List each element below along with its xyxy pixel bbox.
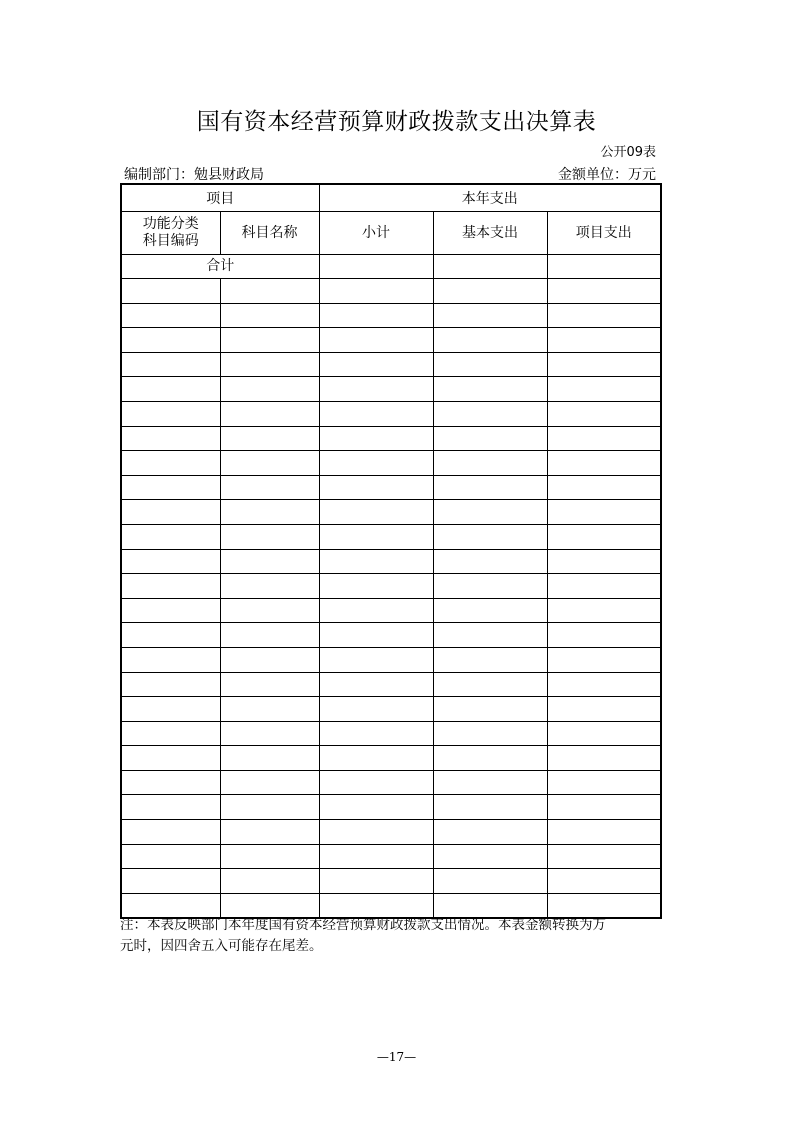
table-row <box>121 426 661 451</box>
header-item: 项目 <box>121 184 319 212</box>
table-row <box>121 746 661 771</box>
table-cell <box>121 279 220 304</box>
table-cell <box>220 598 319 623</box>
table-cell <box>220 475 319 500</box>
table-cell <box>220 279 319 304</box>
table-cell <box>319 820 433 845</box>
table-cell <box>220 869 319 894</box>
table-cell <box>220 401 319 426</box>
table-cell <box>547 721 661 746</box>
total-project-cell <box>547 255 661 279</box>
table-cell <box>319 770 433 795</box>
table-cell <box>433 795 547 820</box>
table-cell <box>547 279 661 304</box>
table-cell <box>319 746 433 771</box>
table-row <box>121 549 661 574</box>
table-cell <box>547 500 661 525</box>
table-row <box>121 598 661 623</box>
table-cell <box>433 328 547 353</box>
table-cell <box>319 795 433 820</box>
table-cell <box>220 352 319 377</box>
table-row <box>121 352 661 377</box>
table-row <box>121 574 661 599</box>
table-cell <box>121 524 220 549</box>
table-row <box>121 844 661 869</box>
table-cell <box>319 524 433 549</box>
table-cell <box>319 303 433 328</box>
table-cell <box>433 770 547 795</box>
table-cell <box>433 401 547 426</box>
table-cell <box>220 795 319 820</box>
table-cell <box>547 623 661 648</box>
table-row <box>121 869 661 894</box>
table-cell <box>220 549 319 574</box>
table-cell <box>319 647 433 672</box>
table-cell <box>319 328 433 353</box>
table-cell <box>121 401 220 426</box>
table-cell <box>121 549 220 574</box>
header-function-code-line1: 功能分类 <box>142 216 199 232</box>
table-cell <box>220 820 319 845</box>
total-subtotal-cell <box>319 255 433 279</box>
header-current-year-expense: 本年支出 <box>319 184 661 212</box>
page-number: —17— <box>376 1050 417 1064</box>
table-cell <box>547 426 661 451</box>
total-label: 合计 <box>121 255 319 279</box>
table-cell <box>121 328 220 353</box>
table-row <box>121 377 661 402</box>
table-cell <box>319 279 433 304</box>
table-cell <box>547 401 661 426</box>
table-row <box>121 401 661 426</box>
table-cell <box>319 352 433 377</box>
table-row <box>121 451 661 476</box>
header-project-expense: 项目支出 <box>547 212 661 255</box>
table-cell <box>220 746 319 771</box>
header-function-code <box>121 212 220 255</box>
table-cell <box>547 820 661 845</box>
table-row <box>121 647 661 672</box>
table-cell <box>319 598 433 623</box>
table-cell <box>433 549 547 574</box>
table-cell <box>121 352 220 377</box>
table-cell <box>319 672 433 697</box>
table-cell <box>547 647 661 672</box>
table-cell <box>319 844 433 869</box>
table-cell <box>121 377 220 402</box>
table-cell <box>220 451 319 476</box>
table-cell <box>547 844 661 869</box>
expense-table <box>120 183 662 919</box>
table-cell <box>547 524 661 549</box>
header-function-code-line2: 科目编码 <box>142 233 199 249</box>
table-cell <box>121 795 220 820</box>
table-cell <box>433 844 547 869</box>
table-cell <box>220 574 319 599</box>
table-cell <box>547 869 661 894</box>
table-cell <box>319 426 433 451</box>
table-cell <box>433 647 547 672</box>
table-cell <box>433 721 547 746</box>
table-cell <box>121 426 220 451</box>
table-row <box>121 303 661 328</box>
table-row <box>121 795 661 820</box>
table-cell <box>220 500 319 525</box>
unit-label: 金额单位：万元 <box>558 167 656 183</box>
table-cell <box>433 623 547 648</box>
table-cell <box>319 623 433 648</box>
table-note <box>120 915 666 957</box>
header-row-1 <box>121 184 661 212</box>
table-cell <box>433 869 547 894</box>
table-cell <box>319 500 433 525</box>
table-cell <box>547 549 661 574</box>
table-cell <box>220 844 319 869</box>
table-note-line2: 元时，因四舍五入可能存在尾差。 <box>120 938 323 954</box>
table-row <box>121 279 661 304</box>
header-basic-expense: 基本支出 <box>433 212 547 255</box>
table-cell <box>121 623 220 648</box>
table-cell <box>547 303 661 328</box>
table-cell <box>121 647 220 672</box>
table-cell <box>220 377 319 402</box>
table-cell <box>547 377 661 402</box>
table-cell <box>220 697 319 722</box>
table-cell <box>319 377 433 402</box>
table-cell <box>121 820 220 845</box>
table-row <box>121 820 661 845</box>
table-row <box>121 475 661 500</box>
table-cell <box>433 820 547 845</box>
table-cell <box>220 303 319 328</box>
table-cell <box>433 303 547 328</box>
table-cell <box>319 574 433 599</box>
table-cell <box>433 451 547 476</box>
table-cell <box>433 746 547 771</box>
table-cell <box>547 598 661 623</box>
header-subtotal: 小计 <box>319 212 433 255</box>
table-cell <box>319 475 433 500</box>
table-cell <box>433 500 547 525</box>
table-cell <box>121 451 220 476</box>
table-cell <box>433 426 547 451</box>
table-cell <box>121 869 220 894</box>
table-cell <box>547 746 661 771</box>
table-row <box>121 770 661 795</box>
total-row <box>121 255 661 279</box>
table-cell <box>121 746 220 771</box>
table-cell <box>547 328 661 353</box>
table-cell <box>121 770 220 795</box>
table-cell <box>547 795 661 820</box>
table-cell <box>319 721 433 746</box>
department-label: 编制部门：勉县财政局 <box>124 167 264 183</box>
page-title: 国有资本经营预算财政拨款支出决算表 <box>196 109 597 135</box>
table-cell <box>433 475 547 500</box>
table-cell <box>121 500 220 525</box>
table-cell <box>319 451 433 476</box>
table-row <box>121 672 661 697</box>
table-cell <box>547 672 661 697</box>
table-row <box>121 500 661 525</box>
table-cell <box>121 303 220 328</box>
table-row <box>121 697 661 722</box>
table-cell <box>121 598 220 623</box>
table-cell <box>433 279 547 304</box>
table-cell <box>121 721 220 746</box>
table-cell <box>547 574 661 599</box>
table-row <box>121 524 661 549</box>
table-cell <box>121 672 220 697</box>
table-cell <box>547 697 661 722</box>
table-row <box>121 623 661 648</box>
table-cell <box>121 475 220 500</box>
form-number: 公开09表 <box>600 145 656 160</box>
table-cell <box>220 647 319 672</box>
table-cell <box>319 401 433 426</box>
table-cell <box>220 721 319 746</box>
table-cell <box>433 672 547 697</box>
table-cell <box>547 770 661 795</box>
table-cell <box>121 697 220 722</box>
total-basic-cell <box>433 255 547 279</box>
table-cell <box>220 426 319 451</box>
table-cell <box>220 672 319 697</box>
table-cell <box>121 574 220 599</box>
table-cell <box>220 328 319 353</box>
table-cell <box>121 844 220 869</box>
table-cell <box>433 697 547 722</box>
header-row-2 <box>121 212 661 255</box>
table-cell <box>433 524 547 549</box>
table-cell <box>319 549 433 574</box>
table-cell <box>547 475 661 500</box>
table-cell <box>319 697 433 722</box>
table-cell <box>433 352 547 377</box>
table-cell <box>220 770 319 795</box>
table-cell <box>433 377 547 402</box>
header-subject-name: 科目名称 <box>220 212 319 255</box>
table-cell <box>220 623 319 648</box>
table-row <box>121 721 661 746</box>
table-note-line1: 注：本表反映部门本年度国有资本经营预算财政拨款支出情况。本表金额转换为万 <box>120 917 606 933</box>
table-cell <box>319 869 433 894</box>
table-cell <box>433 598 547 623</box>
table-cell <box>220 524 319 549</box>
table-cell <box>433 574 547 599</box>
table-cell <box>547 451 661 476</box>
table-cell <box>547 352 661 377</box>
table-row <box>121 328 661 353</box>
